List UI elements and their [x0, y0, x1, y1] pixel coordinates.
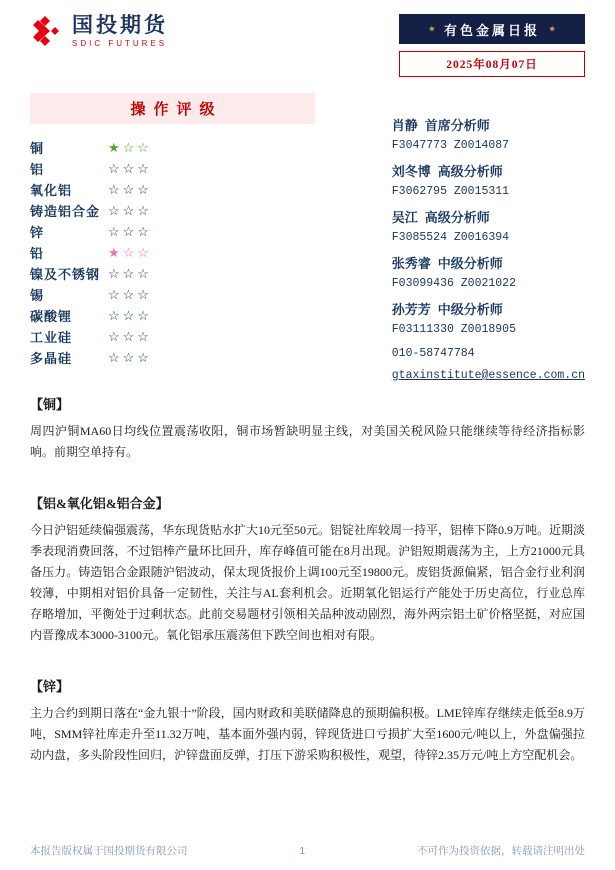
contact-block: [392, 347, 585, 382]
analyst-title: 中级分析师: [437, 256, 503, 271]
page-number: 1: [299, 844, 306, 857]
section-copper: [30, 394, 585, 463]
rating-stars: ☆☆☆: [108, 308, 152, 323]
metal-name: 锌: [30, 225, 45, 240]
logo-icon: [30, 16, 64, 46]
rating-stars: ☆☆☆: [108, 350, 152, 365]
analyst-block: [392, 255, 585, 292]
phone-number: 010-58747784: [391, 347, 475, 360]
columns: [30, 93, 585, 382]
rating-row: [30, 326, 328, 347]
rating-stars: ☆☆☆: [108, 224, 152, 239]
decor-star-right-icon: ★: [549, 25, 556, 33]
analyst-codes: F3085524 Z0016394: [391, 231, 510, 244]
rating-row: [30, 305, 328, 326]
metal-name: 氧化铝: [30, 183, 73, 198]
analyst-block: [392, 209, 585, 246]
report-body: [30, 394, 585, 766]
analyst-codes: F03111330 Z0018905: [391, 323, 516, 336]
metal-name: 铸造铝合金: [30, 204, 101, 219]
rating-row: [30, 242, 328, 263]
section-text: 今日沪铝延续偏强震荡，华东现货贴水扩大10元至50元。铝锭社库较周一持平，铝棒下降0.9万吨。近期淡季表现消费回落，不过铝棒产量环比回升，库存峰值可能在8月出现。沪铝短期震荡为主，上方21000元具备压力。铸造铝合金跟随沪铝波动，保太现货报价上调100元至19800元。废铝货源偏紧，铝合金行业利润较薄，中期相对铝价具备一定韧性，关注与AL套利机会。近期氧化铝运行产能处于历史高位，行业总库存略增加，平衡处于过剩状态。此前交易题材引领相关品种波动剧烈，海外两宗铝土矿价格坚挺，对应国内晋豫成本3000-3100元。氧化铝承压震荡但下跌空间也相对有限。: [30, 523, 586, 642]
rating-row: [30, 347, 328, 368]
section-heading: 【锌】: [30, 679, 70, 694]
logo: [30, 14, 168, 48]
rating-row: [30, 263, 328, 284]
rating-stars: ☆☆☆: [108, 329, 152, 344]
footer-disclaimer: 不可作为投资依据，转载请注明出处: [417, 845, 585, 857]
report-type-label: 有色金属日报: [443, 22, 540, 38]
rating-stars: ☆☆☆: [108, 203, 152, 218]
section-text: 主力合约到期日落在“金九银十”阶段，国内财政和美联储降息的预期偏积极。LME锌库存继续走低至8.9万吨，SMM锌社库走升至11.32万吨，基本面外强内弱，锌现货进口亏损扩大至1600元/吨以上，外盘偏强拉动内盘，多头阶段性回归，沪锌盘面反弹，打压下游采购积极性，观望，待锌2.35万元/吨上方空配机会。: [30, 706, 585, 762]
metal-name: 铜: [30, 141, 45, 156]
analyst-name: 孙芳芳: [391, 302, 431, 317]
analyst-codes: F3062795 Z0015311: [391, 185, 510, 198]
analyst-name: 肖静: [391, 118, 418, 133]
rating-row: [30, 284, 328, 305]
analyst-block: [392, 117, 585, 154]
analyst-name: 张秀睿: [391, 256, 431, 271]
metal-name: 工业硅: [30, 330, 73, 345]
rating-row: [30, 200, 328, 221]
footer-copyright: 本报告版权属于国投期货有限公司: [30, 845, 188, 857]
rating-row: [30, 179, 328, 200]
rating-stars: ☆☆☆: [108, 287, 152, 302]
section-heading: 【铝&氧化铝&铝合金】: [30, 496, 169, 511]
metal-name: 碳酸锂: [30, 309, 73, 324]
rating-stars: ☆☆☆: [108, 161, 152, 176]
rating-stars: ☆☆☆: [108, 182, 152, 197]
analyst-block: [392, 163, 585, 200]
analyst-name: 刘冬博: [391, 164, 431, 179]
ratings-panel: [30, 93, 328, 382]
section-aluminum: [30, 493, 585, 646]
analyst-title: 首席分析师: [424, 118, 490, 133]
logo-subtitle: SDIC FUTURES: [72, 39, 168, 48]
header: [30, 14, 585, 77]
rating-row: [30, 221, 328, 242]
analyst-title: 高级分析师: [437, 164, 503, 179]
analyst-title: 高级分析师: [424, 210, 490, 225]
section-heading: 【铜】: [30, 397, 70, 412]
rating-stars: ☆☆☆: [108, 266, 152, 281]
analyst-codes: F3047773 Z0014087: [391, 139, 510, 152]
email-link[interactable]: gtaxinstitute@essence.com.cn: [391, 369, 585, 382]
rating-stars: ★☆☆: [108, 140, 152, 155]
metal-name: 锡: [30, 288, 45, 303]
footer: [30, 843, 585, 858]
report-type-banner: [399, 14, 585, 44]
metal-name: 镍及不锈钢: [30, 267, 101, 282]
analyst-block: [392, 301, 585, 338]
header-right: [399, 14, 585, 77]
rating-row: [30, 158, 328, 179]
section-text: 周四沪铜MA60日均线位置震荡收阳，铜市场暂缺明显主线，对美国关税风险只能继续等待经济指标影响。前期空单持有。: [30, 424, 585, 459]
analyst-title: 中级分析师: [437, 302, 503, 317]
decor-star-left-icon: ★: [428, 25, 435, 33]
analysts-panel: [392, 93, 585, 382]
section-zinc: [30, 676, 585, 766]
analyst-codes: F03099436 Z0021022: [391, 277, 516, 290]
metal-name: 铝: [30, 162, 45, 177]
ratings-title: 操作评级: [30, 93, 315, 124]
rating-stars: ★☆☆: [108, 245, 152, 260]
logo-title: 国投期货: [72, 14, 168, 37]
rating-row: [30, 137, 328, 158]
metal-name: 铅: [30, 246, 45, 261]
analyst-name: 吴江: [391, 210, 418, 225]
metal-name: 多晶硅: [30, 351, 73, 366]
logo-text: [72, 14, 168, 48]
report-date: 2025年08月07日: [399, 51, 585, 77]
ratings-list: [30, 137, 328, 368]
